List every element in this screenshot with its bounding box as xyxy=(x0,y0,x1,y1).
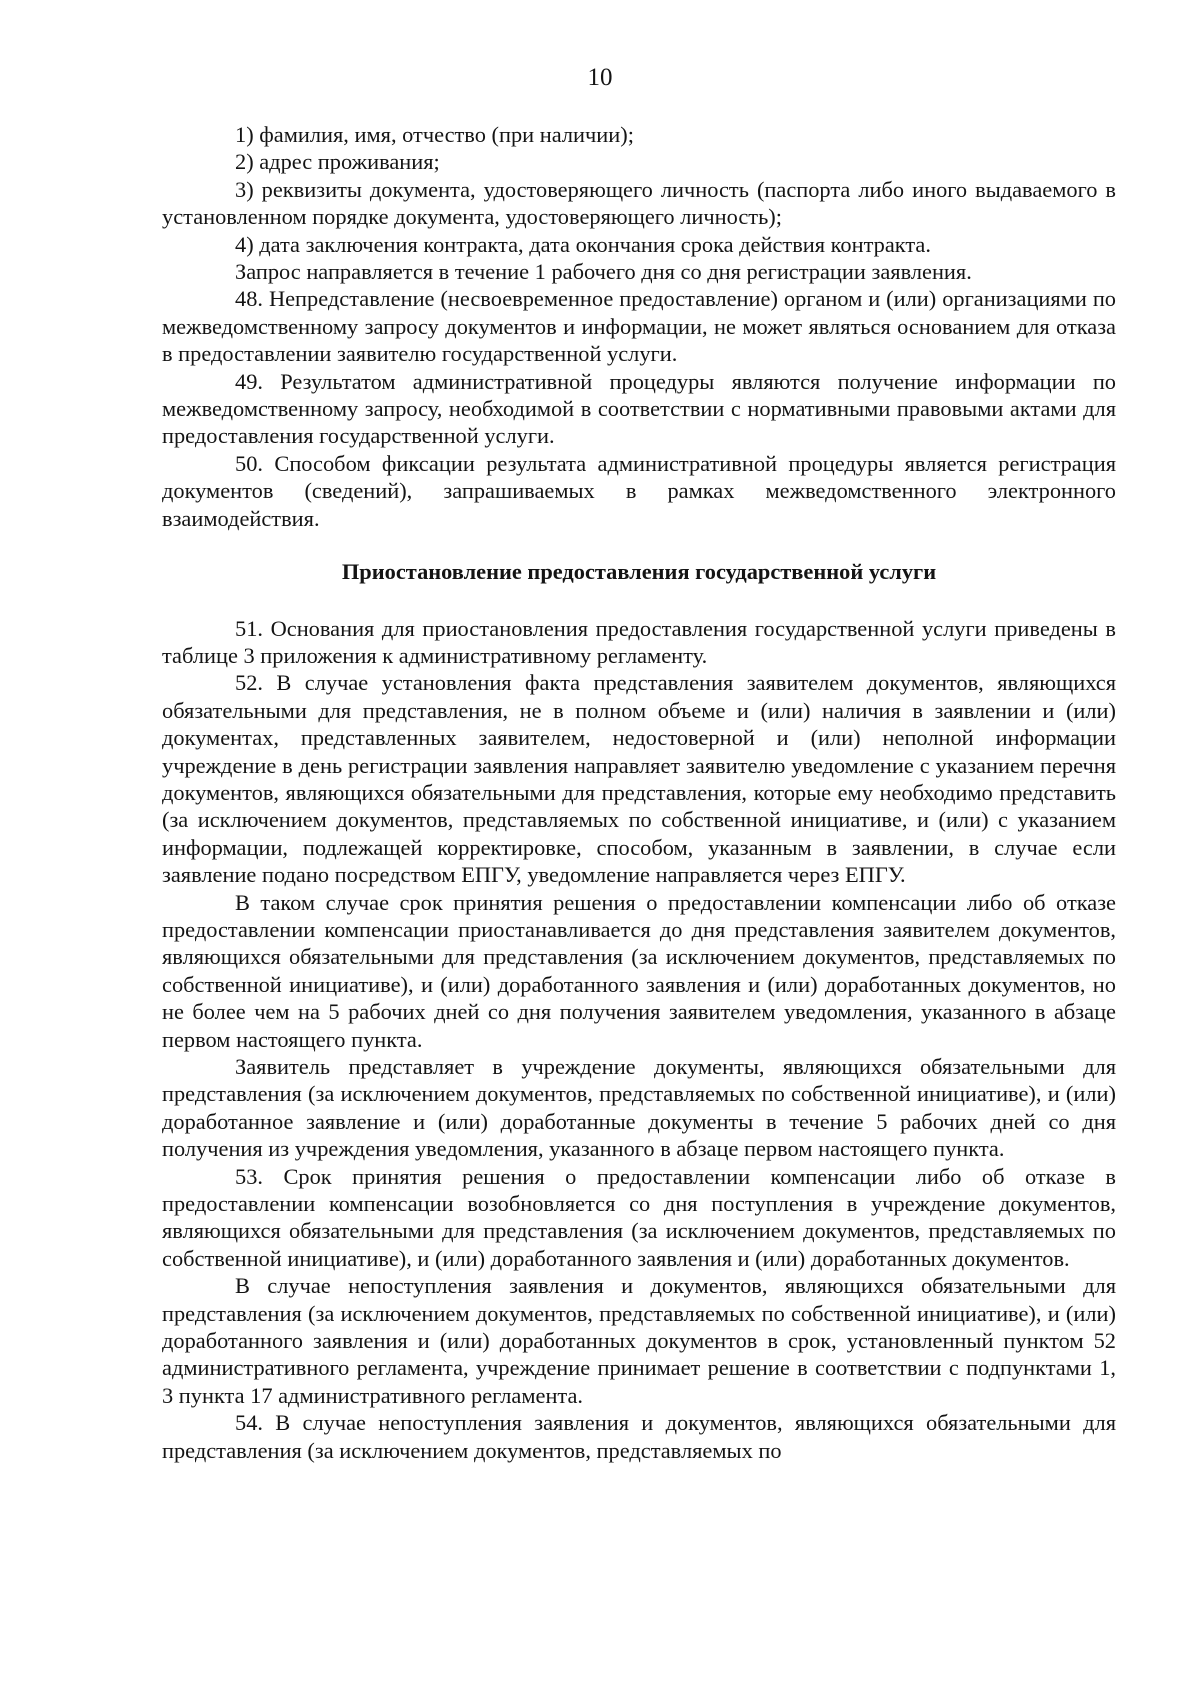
paragraph: 54. В случае непоступления заявления и документов, являющихся обязательными для представления (за исключением документов, представляемых по xyxy=(162,1410,1116,1463)
paragraph: 49. Результатом административной процедуры являются получение информации по межведомственному запросу, необходимой в соответствии с нормативными правовыми актами для предоставления государственной услуги. xyxy=(162,368,1116,449)
paragraph: Заявитель представляет в учреждение документы, являющихся обязательными для представления (за исключением документов, представляемых по собственной инициативе), и (или) доработанное заявление и (или) доработанные документы в течение 5 рабочих дней со дня получения из учреждения уведомления, указанного в абзаце первом настоящего пункта. xyxy=(162,1054,1116,1162)
paragraph: В случае непоступления заявления и документов, являющихся обязательными для представления (за исключением документов, представляемых по собственной инициативе), и (или) доработанного заявления и (или) доработанных документов в срок, установленный пунктом 52 административного регламента, учреждение принимает решение в соответствии с подпунктами 1, 3 пункта 17 административного регламента. xyxy=(162,1273,1116,1408)
page-number: 10 xyxy=(587,64,613,91)
paragraph: 3) реквизиты документа, удостоверяющего личность (паспорта либо иного выдаваемого в установленном порядке документа, удостоверяющего личность); xyxy=(162,176,1116,230)
paragraph: 4) дата заключения контракта, дата окончания срока действия контракта. xyxy=(235,231,931,257)
paragraph: 53. Срок принятия решения о предоставлении компенсации либо об отказе в предоставлении компенсации возобновляется со дня поступления в учреждение документов, являющихся обязательными для представления (за исключением документов, представляемых по собственной инициативе), и (или) доработанного заявления и (или) доработанных документов. xyxy=(162,1163,1116,1271)
paragraph: 52. В случае установления факта представления заявителем документов, являющихся обязательными для представления, не в полном объеме и (или) наличия в заявлении и (или) документах, представленных заявителем, недостоверной и (или) неполной информации учреждение в день регистрации заявления направляет заявителю уведомление с указанием перечня документов, являющихся обязательными для представления, которые ему необходимо представить (за исключением документов, представляемых по собственной инициативе, и (или) с указанием информации, подлежащей корректировке, способом, указанным в заявлении, в случае если заявление подано посредством ЕПГУ, уведомление направляется через ЕПГУ. xyxy=(162,670,1116,888)
paragraph: В таком случае срок принятия решения о предоставлении компенсации либо об отказе предоставлении компенсации приостанавливается до дня представления заявителем документов, являющихся обязательными для представления (за исключением документов, представляемых по собственной инициативе), и (или) доработанного заявления и (или) доработанных документов, но не более чем на 5 рабочих дней со дня получения заявителем уведомления, указанного в абзаце первом настоящего пункта. xyxy=(162,889,1116,1052)
document-body xyxy=(162,121,1116,1464)
section-heading: Приостановление предоставления государственной услуги xyxy=(341,559,937,585)
paragraph: 2) адрес проживания; xyxy=(235,149,440,175)
paragraph: Запрос направляется в течение 1 рабочего дня со дня регистрации заявления. xyxy=(235,259,972,285)
paragraph: 1) фамилия, имя, отчество (при наличии); xyxy=(235,122,634,147)
paragraph: 50. Способом фиксации результата административной процедуры является регистрация документов (сведений), запрашиваемых в рамках межведомственного электронного взаимодействия. xyxy=(162,450,1116,531)
paragraph: 48. Непредставление (несвоевременное предоставление) органом и (или) организациями по межведомственному запросу документов и информации, не может являться основанием для отказа в предоставлении заявителю государственной услуги. xyxy=(162,286,1116,367)
paragraph: 51. Основания для приостановления предоставления государственной услуги приведены в таблице 3 приложения к административному регламенту. xyxy=(162,615,1116,668)
